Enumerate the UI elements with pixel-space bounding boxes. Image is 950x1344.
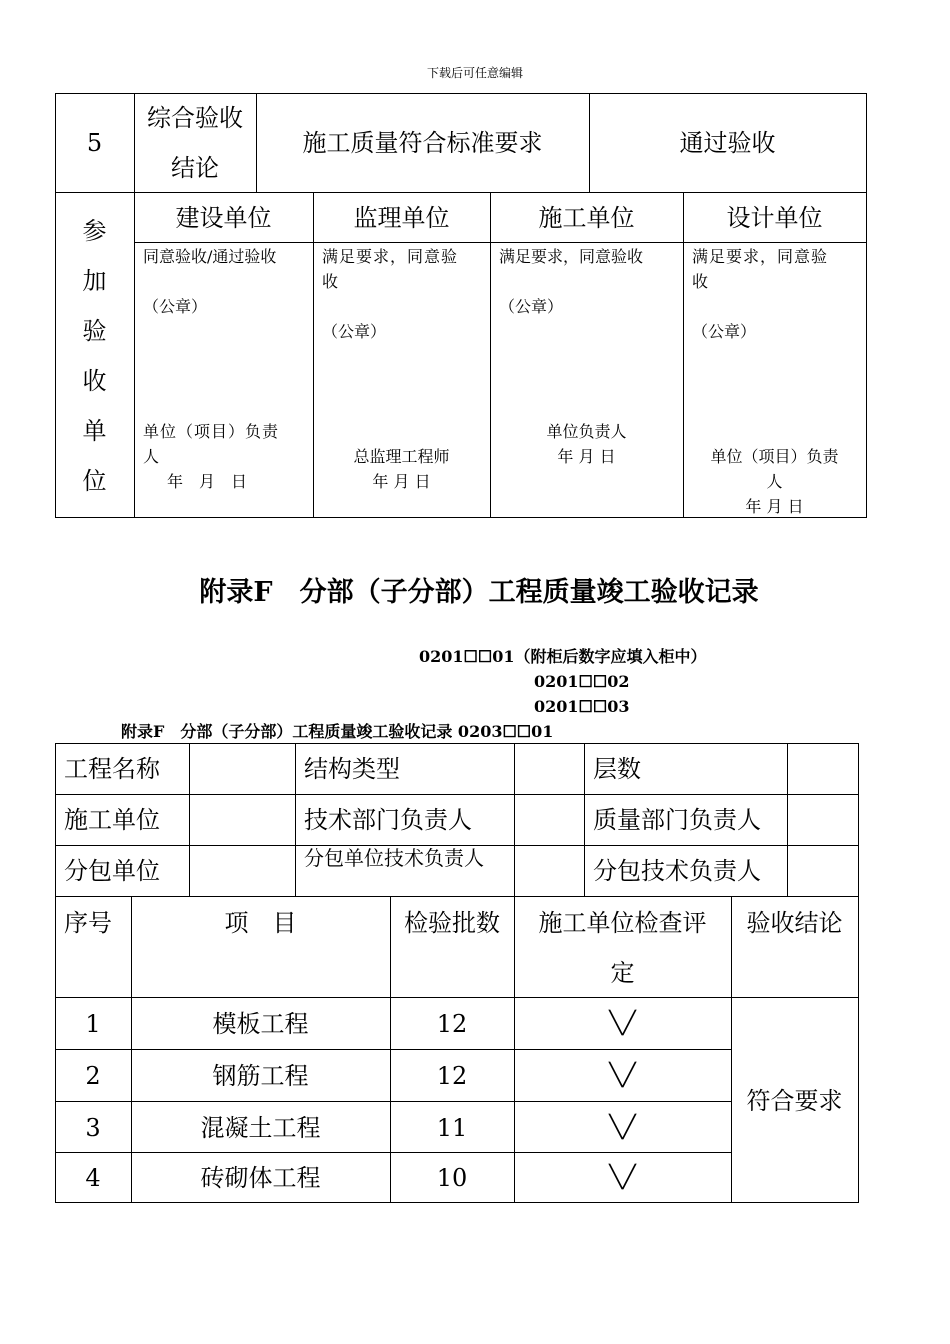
side-char-5: 单 — [82, 417, 107, 445]
side-char-3: 验 — [82, 317, 107, 345]
unit2-sign: 单位负责人 — [546, 422, 627, 441]
side-char-1: 参 — [82, 217, 107, 245]
unit3-sign-line2: 人 — [766, 472, 783, 491]
side-char-6: 位 — [82, 467, 107, 495]
appendix-code-1: 0201☐☐01（附柜后数字应填入柜中） — [419, 647, 707, 666]
header-note: 下载后可任意编辑 — [426, 66, 523, 80]
unit1-sign: 总监理工程师 — [353, 447, 450, 466]
row5-number: 5 — [86, 129, 103, 157]
label-project-name: 工程名称 — [64, 755, 160, 783]
row1-item: 模板工程 — [212, 1010, 309, 1038]
row1-check-mark: ╲╱ — [609, 1011, 636, 1036]
header-batches: 检验批数 — [404, 909, 500, 937]
label-subcontract-tech-head: 分包技术负责人 — [593, 857, 761, 885]
row2-check-mark: ╲╱ — [609, 1063, 636, 1088]
appendix-code-3: 0201☐☐03 — [534, 697, 630, 716]
appendix-subtitle: 附录F 分部（子分部）工程质量竣工验收记录 0203☐☐01 — [121, 722, 554, 741]
unit3-date: 年 月 日 — [745, 497, 804, 516]
unit3-opinion-line1: 满足要求，同意验 — [692, 247, 829, 266]
label-tech-dept-head: 技术部门负责人 — [304, 806, 472, 834]
header-seq: 序号 — [64, 909, 112, 937]
label-quality-dept-head: 质量部门负责人 — [593, 806, 761, 834]
row2-item: 钢筋工程 — [212, 1062, 309, 1090]
unit1-opinion-line1: 满足要求，同意验 — [322, 247, 459, 266]
side-char-4: 收 — [82, 367, 107, 395]
row5-label-line2: 结论 — [171, 154, 219, 182]
unit0-seal: （公章） — [143, 297, 208, 316]
unit-title-design: 设计单位 — [726, 204, 823, 232]
row1-batches: 12 — [436, 1010, 468, 1038]
unit2-date: 年 月 日 — [557, 447, 616, 466]
header-conclusion: 验收结论 — [746, 909, 843, 937]
conclusion-value: 符合要求 — [746, 1087, 843, 1115]
unit0-opinion: 同意验收/通过验收 — [143, 247, 277, 266]
unit2-opinion: 满足要求，同意验收 — [499, 247, 644, 266]
appendix-code-2: 0201☐☐02 — [534, 672, 630, 691]
header-evaluation-line2: 定 — [610, 959, 635, 987]
row4-item: 砖砌体工程 — [200, 1164, 321, 1192]
unit-title-supervision: 监理单位 — [353, 204, 450, 232]
side-char-2: 加 — [82, 267, 107, 295]
row5-result: 通过验收 — [679, 129, 776, 157]
row4-check-mark: ╲╱ — [609, 1165, 636, 1190]
row3-batches: 11 — [436, 1114, 468, 1142]
row5-description: 施工质量符合标准要求 — [302, 129, 543, 157]
unit3-sign-line1: 单位（项目）负责 — [710, 447, 839, 466]
label-floors: 层数 — [593, 755, 641, 783]
appendix-title: 附录F 分部（子分部）工程质量竣工验收记录 — [199, 577, 759, 608]
unit0-sign-line1: 单位（项目）负责 — [143, 422, 280, 441]
unit1-opinion-line2: 收 — [322, 272, 339, 291]
unit1-date: 年 月 日 — [372, 472, 431, 491]
unit-title-construction-owner: 建设单位 — [175, 204, 272, 232]
unit3-opinion-line2: 收 — [692, 272, 709, 291]
row4-batches: 10 — [436, 1164, 468, 1192]
row2-batches: 12 — [436, 1062, 468, 1090]
row2-seq: 2 — [85, 1062, 101, 1090]
unit0-date: 年 月 日 — [166, 472, 247, 491]
row1-seq: 1 — [85, 1010, 101, 1038]
label-structure-type: 结构类型 — [304, 755, 400, 783]
row3-item: 混凝土工程 — [200, 1114, 321, 1142]
label-sub-tech-head: 分包单位技术负责人 — [304, 846, 484, 870]
unit0-sign-line2: 人 — [143, 447, 160, 466]
unit3-seal: （公章） — [692, 322, 757, 341]
label-subcontractor: 分包单位 — [64, 857, 160, 885]
row4-seq: 4 — [85, 1164, 101, 1192]
unit-title-contractor: 施工单位 — [538, 204, 635, 232]
unit2-seal: （公章） — [499, 297, 564, 316]
row5-label-line1: 综合验收 — [147, 104, 243, 132]
label-construction-unit: 施工单位 — [64, 806, 160, 834]
row3-seq: 3 — [85, 1114, 101, 1142]
header-item: 项 目 — [224, 909, 297, 937]
header-evaluation-line1: 施工单位检查评 — [538, 909, 707, 937]
unit1-seal: （公章） — [322, 322, 387, 341]
row3-check-mark: ╲╱ — [609, 1115, 636, 1140]
